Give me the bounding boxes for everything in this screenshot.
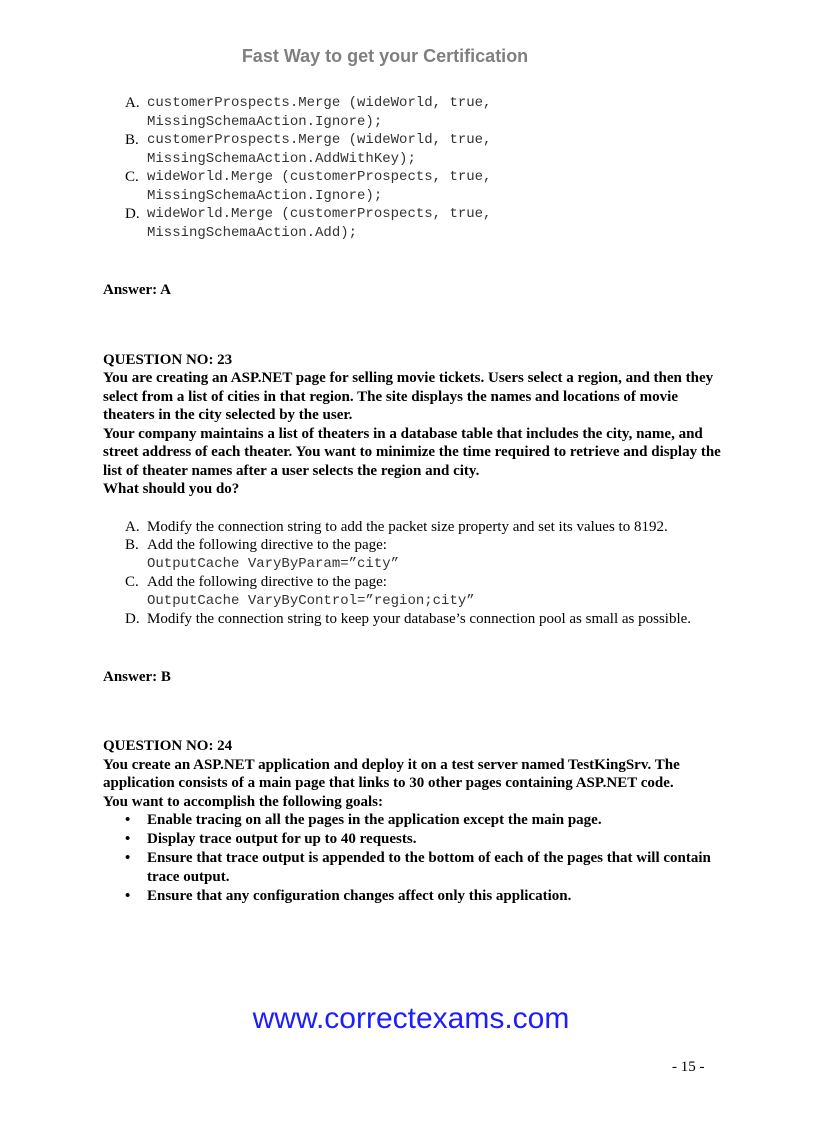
q23-option-d [125, 610, 723, 629]
code-line: customerProspects.Merge (wideWorld, true, [147, 95, 492, 111]
q24-title: QUESTION NO: 24 [103, 738, 233, 754]
q22-options [103, 94, 723, 242]
q23-option-c [125, 573, 723, 610]
option-letter: A. [125, 518, 140, 535]
bullet-icon: • [125, 850, 131, 866]
footer-url: www.correctexams.com [252, 1002, 570, 1035]
option-letter: A. [125, 95, 140, 111]
option-letter: B. [125, 537, 139, 553]
option-letter: D. [125, 611, 140, 627]
q22-option-d [125, 205, 723, 242]
code-line: OutputCache VaryByParam=”city” [147, 555, 400, 572]
q22-option-c [125, 168, 723, 205]
bullet-icon: • [125, 831, 131, 847]
option-text: Add the following directive to the page: [147, 537, 387, 553]
q23-paragraph-1: You are creating an ASP.NET page for selling movie tickets. Users select a region, and then they select from a list of cities in that region. The site displays the names and locations of movie theaters in the city selected by the user. [103, 370, 714, 423]
q23-prompt: What should you do? [103, 481, 240, 497]
q24-paragraph-1: You create an ASP.NET application and deploy it on a test server named TestKingSrv. The application consists of a main page that links to 30 other pages containing ASP.NET code. [103, 756, 680, 791]
code-line: MissingSchemaAction.Add); [147, 224, 358, 241]
page-content [103, 94, 723, 906]
page-header: Fast Way to get your Certification [241, 46, 529, 66]
code-line: customerProspects.Merge (wideWorld, true, [147, 132, 492, 148]
page-number: - 15 - [672, 1059, 705, 1075]
q23-paragraph-2: Your company maintains a list of theaters in a database table that includes the city, name, and street address of each theater. You want to minimize the time required to retrieve and display the list of theater names after a user selects the region and city. [103, 425, 721, 479]
q23-option-a [125, 518, 723, 537]
q23-options [103, 518, 723, 629]
code-line: MissingSchemaAction.Ignore); [147, 187, 383, 204]
option-letter: D. [125, 206, 140, 222]
q24-paragraph-2: You want to accomplish the following goals: [103, 793, 384, 810]
q22-option-a [125, 94, 723, 131]
option-letter: C. [125, 574, 139, 590]
option-letter: C. [125, 169, 139, 185]
code-line: MissingSchemaAction.AddWithKey); [147, 150, 416, 167]
q22-answer: Answer: A [103, 282, 171, 298]
code-line: wideWorld.Merge (customerProspects, true, [147, 169, 492, 185]
list-item: • Enable tracing on all the pages in the application except the main page. [125, 812, 602, 828]
list-item: • Ensure that trace output is appended to the bottom of each of the pages that will contain trace output. [125, 850, 711, 885]
bullet-icon: • [125, 888, 131, 904]
code-line: MissingSchemaAction.Ignore); [147, 113, 383, 130]
option-text: Add the following directive to the page: [147, 574, 387, 590]
q23-answer: Answer: B [103, 668, 171, 685]
q23-option-b [125, 536, 723, 573]
option-letter: B. [125, 132, 139, 148]
q22-option-b [125, 131, 723, 168]
q24-goals-list [103, 811, 723, 906]
code-line: wideWorld.Merge (customerProspects, true, [147, 206, 492, 222]
code-line: OutputCache VaryByControl=”region;city” [147, 592, 475, 609]
option-text: Modify the connection string to keep your database’s connection pool as small as possible. [147, 611, 692, 627]
q23-title: QUESTION NO: 23 [103, 351, 233, 368]
list-item: • Display trace output for up to 40 requests. [125, 831, 417, 847]
list-item: • Ensure that any configuration changes affect only this application. [125, 888, 572, 904]
option-text: Modify the connection string to add the packet size property and set its values to 8192. [147, 518, 668, 535]
bullet-icon: • [125, 812, 131, 828]
